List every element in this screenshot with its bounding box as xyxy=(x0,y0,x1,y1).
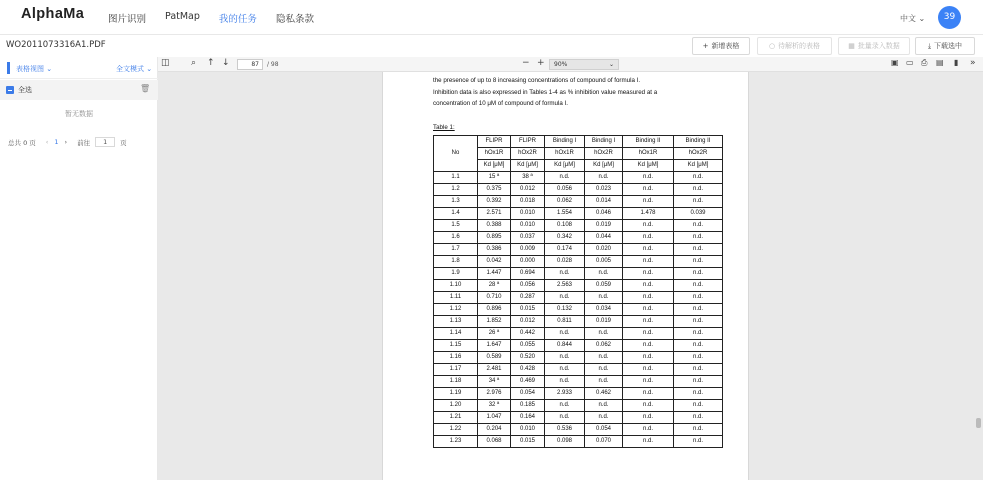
more-tools-icon[interactable]: » xyxy=(970,58,976,68)
table-cell: n.d. xyxy=(585,400,623,412)
table-cell: 0.896 xyxy=(478,304,511,316)
table-cell: 32 ª xyxy=(478,400,511,412)
app-logo[interactable]: AlphaMa xyxy=(21,6,85,22)
table-cell: 0.009 xyxy=(511,244,545,256)
table-cell: 0.811 xyxy=(545,316,585,328)
table-cell: n.d. xyxy=(545,412,585,424)
table-cell: n.d. xyxy=(674,220,723,232)
table-cell: 1.19 xyxy=(434,388,478,400)
table-cell: 0.010 xyxy=(511,220,545,232)
print-icon[interactable]: ⎙ xyxy=(921,58,928,67)
table-cell: n.d. xyxy=(623,184,674,196)
bookmark-icon[interactable]: ▮ xyxy=(954,58,959,67)
table-cell: 0.019 xyxy=(585,316,623,328)
select-all-label: 全选 xyxy=(18,86,32,94)
table-cell: n.d. xyxy=(623,256,674,268)
table-cell: 1.047 xyxy=(478,412,511,424)
table-cell: 1.3 xyxy=(434,196,478,208)
table-cell: 1.2 xyxy=(434,184,478,196)
table-cell: n.d. xyxy=(585,376,623,388)
table-header-cell: hOx1R xyxy=(545,148,585,160)
table-header-row xyxy=(434,136,723,148)
download-label: 下载选中 xyxy=(934,42,963,50)
nav-patmap[interactable]: PatMap xyxy=(165,11,200,22)
table-cell: n.d. xyxy=(674,172,723,184)
page-unit: 页 xyxy=(120,138,127,147)
search-icon: ○ xyxy=(768,42,776,50)
table-cell: 0.520 xyxy=(511,352,545,364)
select-all-row xyxy=(0,80,158,100)
table-cell: n.d. xyxy=(623,424,674,436)
table-cell: n.d. xyxy=(623,244,674,256)
table-cell: 2.563 xyxy=(545,280,585,292)
table-cell: 0.015 xyxy=(511,304,545,316)
page-number-input[interactable]: 87 xyxy=(237,59,263,70)
table-cell: n.d. xyxy=(623,316,674,328)
table-cell: n.d. xyxy=(674,232,723,244)
accent-bar xyxy=(7,62,10,74)
table-cell: n.d. xyxy=(674,436,723,448)
table-row xyxy=(434,208,723,220)
pager-total: 总共 0 页 xyxy=(8,138,36,147)
pending-tables-label: 待解析的表格 xyxy=(778,42,821,50)
table-cell: 1.8 xyxy=(434,256,478,268)
trash-icon[interactable]: 🗑 xyxy=(140,84,151,93)
pending-tables-button[interactable] xyxy=(757,37,832,55)
empty-state: 暂无数据 xyxy=(65,110,93,118)
pdf-toolbar xyxy=(158,57,983,72)
table-cell: 0.055 xyxy=(511,340,545,352)
table-cell: 1.5 xyxy=(434,220,478,232)
table-cell: n.d. xyxy=(674,400,723,412)
file-bar xyxy=(0,35,983,57)
table-cell: 0.462 xyxy=(585,388,623,400)
table-cell: n.d. xyxy=(623,172,674,184)
table-cell: n.d. xyxy=(674,412,723,424)
table-cell: n.d. xyxy=(674,340,723,352)
table-cell: 0.039 xyxy=(674,208,723,220)
table-cell: n.d. xyxy=(585,328,623,340)
table-cell: 0.056 xyxy=(511,280,545,292)
doc-line-2: Inhibition data is also expressed in Tables 1-4 as % inhibition value measured at a xyxy=(433,89,658,96)
table-cell: 0.185 xyxy=(511,400,545,412)
chevron-down-icon: ⌄ xyxy=(146,65,153,73)
next-page-icon[interactable]: › xyxy=(64,138,68,146)
table-cell: 2.976 xyxy=(478,388,511,400)
table-cell: n.d. xyxy=(674,196,723,208)
table-cell: n.d. xyxy=(585,292,623,304)
table-cell: n.d. xyxy=(545,292,585,304)
table-cell: 0.023 xyxy=(585,184,623,196)
table-row xyxy=(434,352,723,364)
table-cell: 1.13 xyxy=(434,316,478,328)
table-cell: n.d. xyxy=(545,352,585,364)
table-row xyxy=(434,316,723,328)
table-cell: 38 ª xyxy=(511,172,545,184)
table-cell: 0.014 xyxy=(585,196,623,208)
zoom-out-icon[interactable]: − xyxy=(522,58,530,68)
table-cell: n.d. xyxy=(545,364,585,376)
table-row xyxy=(434,256,723,268)
table-cell: n.d. xyxy=(674,292,723,304)
download-button[interactable] xyxy=(915,37,975,55)
table-cell: 1.478 xyxy=(623,208,674,220)
table-cell: 1.4 xyxy=(434,208,478,220)
table-cell: 0.005 xyxy=(585,256,623,268)
chevron-down-icon: ⌄ xyxy=(918,14,926,23)
table-cell: n.d. xyxy=(623,376,674,388)
table-row xyxy=(434,292,723,304)
table-cell: 1.15 xyxy=(434,340,478,352)
table-cell: n.d. xyxy=(674,280,723,292)
table-cell: n.d. xyxy=(585,268,623,280)
table-cell: n.d. xyxy=(674,376,723,388)
table-cell: 0.204 xyxy=(478,424,511,436)
search-icon[interactable]: ⌕ xyxy=(191,58,197,68)
table-cell: 0.012 xyxy=(511,184,545,196)
table-cell: n.d. xyxy=(674,328,723,340)
top-bar xyxy=(0,0,983,35)
current-page[interactable]: 1 xyxy=(54,138,59,146)
table-cell: 0.108 xyxy=(545,220,585,232)
table-cell: 0.589 xyxy=(478,352,511,364)
table-cell: n.d. xyxy=(674,256,723,268)
table-row xyxy=(434,244,723,256)
table-view-label: 表格视图 xyxy=(16,65,44,73)
table-icon: ▦ xyxy=(848,42,855,50)
table-cell: n.d. xyxy=(674,304,723,316)
table-cell: n.d. xyxy=(674,424,723,436)
doc-line-3: concentration of 10 μM of compound of formula I. xyxy=(433,100,568,107)
table-cell: n.d. xyxy=(623,436,674,448)
table-cell: 1.554 xyxy=(545,208,585,220)
table-cell: 0.037 xyxy=(511,232,545,244)
table-header-cell: Kd [μM] xyxy=(585,160,623,172)
data-table xyxy=(433,135,723,448)
table-row xyxy=(434,280,723,292)
table-cell: 0.132 xyxy=(545,304,585,316)
table-cell: 1.7 xyxy=(434,244,478,256)
table-row xyxy=(434,328,723,340)
table-cell: 0.028 xyxy=(545,256,585,268)
chevron-down-icon: ⌄ xyxy=(46,65,53,73)
table-cell: 0.174 xyxy=(545,244,585,256)
scrollbar-thumb[interactable] xyxy=(976,418,981,428)
table-cell: 0.054 xyxy=(585,424,623,436)
table-cell: n.d. xyxy=(674,364,723,376)
zoom-value: 90% xyxy=(554,61,568,68)
table-cell: 0.070 xyxy=(585,436,623,448)
table-cell: 0.044 xyxy=(585,232,623,244)
table-cell: 1.6 xyxy=(434,232,478,244)
table-cell: n.d. xyxy=(623,220,674,232)
table-cell: n.d. xyxy=(585,364,623,376)
table-row xyxy=(434,412,723,424)
table-cell: 0.010 xyxy=(511,208,545,220)
table-header-row xyxy=(434,160,723,172)
present-icon[interactable]: ▣ xyxy=(891,58,899,67)
arrow-up-icon[interactable]: ↑ xyxy=(207,58,215,68)
table-cell: 1.1 xyxy=(434,172,478,184)
table-cell: 1.11 xyxy=(434,292,478,304)
table-header-cell: Kd [μM] xyxy=(674,160,723,172)
table-cell: n.d. xyxy=(623,280,674,292)
table-title: Table 1: xyxy=(433,124,455,131)
file-name: WO2011073316A1.PDF xyxy=(6,40,106,50)
table-cell: 1.16 xyxy=(434,352,478,364)
table-cell: 0.392 xyxy=(478,196,511,208)
fulltext-mode-select[interactable] xyxy=(116,64,152,74)
table-cell: 1.10 xyxy=(434,280,478,292)
table-cell: 0.054 xyxy=(511,388,545,400)
table-cell: 0.062 xyxy=(545,196,585,208)
open-file-icon[interactable]: ▭ xyxy=(906,58,914,67)
table-cell: 0.342 xyxy=(545,232,585,244)
table-header xyxy=(434,136,723,172)
table-cell: n.d. xyxy=(545,376,585,388)
table-row xyxy=(434,232,723,244)
doc-line-1: the presence of up to 8 increasing concentrations of compound of formula I. xyxy=(433,77,641,84)
page-total: / 98 xyxy=(267,61,279,68)
table-cell: n.d. xyxy=(674,244,723,256)
table-cell: 1.18 xyxy=(434,376,478,388)
main-nav xyxy=(108,11,333,25)
language-select[interactable] xyxy=(900,13,925,24)
table-row xyxy=(434,304,723,316)
table-cell: n.d. xyxy=(623,304,674,316)
table-cell: 0.012 xyxy=(511,316,545,328)
zoom-in-icon[interactable]: + xyxy=(537,58,545,68)
table-cell: 0.469 xyxy=(511,376,545,388)
table-cell: 0.010 xyxy=(511,424,545,436)
nav-my-tasks[interactable]: 我的任务 xyxy=(218,14,257,25)
table-header-cell: Binding I xyxy=(545,136,585,148)
table-cell: 0.164 xyxy=(511,412,545,424)
language-label: 中文 xyxy=(900,14,916,23)
select-all-checkbox[interactable] xyxy=(6,86,14,94)
table-header-cell: No xyxy=(434,136,478,172)
avatar[interactable]: 39 xyxy=(938,6,961,29)
table-cell: 0.042 xyxy=(478,256,511,268)
table-cell: 0.034 xyxy=(585,304,623,316)
table-cell: 0.710 xyxy=(478,292,511,304)
goto-label: 前往 xyxy=(77,138,91,147)
zoom-select[interactable] xyxy=(549,59,619,70)
table-row xyxy=(434,220,723,232)
table-cell: n.d. xyxy=(585,412,623,424)
table-cell: n.d. xyxy=(674,184,723,196)
table-header-cell: FLIPR xyxy=(478,136,511,148)
table-cell: 1.647 xyxy=(478,340,511,352)
batch-import-button[interactable] xyxy=(838,37,910,55)
table-cell: 1.14 xyxy=(434,328,478,340)
fulltext-mode-label: 全文模式 xyxy=(116,65,144,73)
table-cell: 2.481 xyxy=(478,364,511,376)
table-cell: 0.375 xyxy=(478,184,511,196)
save-icon[interactable]: ▤ xyxy=(936,58,944,67)
table-cell: 0.019 xyxy=(585,220,623,232)
table-header-cell: Binding I xyxy=(585,136,623,148)
table-row xyxy=(434,400,723,412)
table-header-cell: hOx2R xyxy=(674,148,723,160)
table-header-cell: hOx2R xyxy=(511,148,545,160)
table-cell: 0.018 xyxy=(511,196,545,208)
table-cell: 15 ª xyxy=(478,172,511,184)
table-header-cell: Binding II xyxy=(623,136,674,148)
table-cell: n.d. xyxy=(545,400,585,412)
arrow-down-icon[interactable]: ↓ xyxy=(222,58,230,68)
goto-input[interactable]: 1 xyxy=(95,137,115,147)
table-cell: n.d. xyxy=(623,232,674,244)
table-row xyxy=(434,436,723,448)
table-cell: 0.015 xyxy=(511,436,545,448)
table-cell: 2.933 xyxy=(545,388,585,400)
table-cell: 0.056 xyxy=(545,184,585,196)
table-header-cell: Kd [μM] xyxy=(511,160,545,172)
table-cell: 0.694 xyxy=(511,268,545,280)
table-header-cell: Kd [μM] xyxy=(623,160,674,172)
table-cell: 0.388 xyxy=(478,220,511,232)
table-cell: n.d. xyxy=(623,352,674,364)
table-cell: 28 ª xyxy=(478,280,511,292)
table-header-cell: Binding II xyxy=(674,136,723,148)
plus-icon: + xyxy=(702,42,709,50)
table-row xyxy=(434,376,723,388)
table-cell: 0.844 xyxy=(545,340,585,352)
add-table-button[interactable] xyxy=(692,37,750,55)
table-cell: n.d. xyxy=(623,388,674,400)
table-cell: 0.895 xyxy=(478,232,511,244)
table-cell: 26 ª xyxy=(478,328,511,340)
table-cell: n.d. xyxy=(674,352,723,364)
table-row xyxy=(434,340,723,352)
table-cell: 0.428 xyxy=(511,364,545,376)
table-cell: 1.20 xyxy=(434,400,478,412)
table-cell: n.d. xyxy=(545,328,585,340)
pagination xyxy=(8,137,127,147)
table-row xyxy=(434,424,723,436)
nav-image-recognition[interactable]: 图片识别 xyxy=(108,14,147,25)
table-cell: 0.068 xyxy=(478,436,511,448)
table-cell: n.d. xyxy=(674,316,723,328)
table-cell: 0.536 xyxy=(545,424,585,436)
table-header-cell: hOx1R xyxy=(478,148,511,160)
table-cell: 1.12 xyxy=(434,304,478,316)
table-cell: 2.571 xyxy=(478,208,511,220)
table-cell: 1.852 xyxy=(478,316,511,328)
table-cell: 1.9 xyxy=(434,268,478,280)
table-cell: n.d. xyxy=(623,412,674,424)
table-cell: 0.287 xyxy=(511,292,545,304)
table-cell: n.d. xyxy=(545,172,585,184)
table-cell: 1.22 xyxy=(434,424,478,436)
table-cell: 1.17 xyxy=(434,364,478,376)
table-row xyxy=(434,172,723,184)
table-row xyxy=(434,364,723,376)
chevron-down-icon: ⌄ xyxy=(608,61,614,68)
table-header-cell: FLIPR xyxy=(511,136,545,148)
table-row xyxy=(434,268,723,280)
table-row xyxy=(434,184,723,196)
table-row xyxy=(434,196,723,208)
table-header-cell: Kd [μM] xyxy=(478,160,511,172)
table-cell: n.d. xyxy=(674,268,723,280)
table-cell: 1.447 xyxy=(478,268,511,280)
table-cell: n.d. xyxy=(585,352,623,364)
table-cell: n.d. xyxy=(545,268,585,280)
table-cell: n.d. xyxy=(623,292,674,304)
table-cell: n.d. xyxy=(623,268,674,280)
table-body xyxy=(434,172,723,448)
table-row xyxy=(434,388,723,400)
sidebar xyxy=(0,57,158,480)
table-cell: 0.059 xyxy=(585,280,623,292)
table-header-row xyxy=(434,148,723,160)
table-cell: n.d. xyxy=(623,328,674,340)
sidebar-header xyxy=(0,57,158,79)
table-cell: 0.386 xyxy=(478,244,511,256)
table-header-cell: hOx1R xyxy=(623,148,674,160)
table-view-select[interactable] xyxy=(16,64,52,74)
table-header-cell: hOx2R xyxy=(585,148,623,160)
table-cell: 0.000 xyxy=(511,256,545,268)
table-cell: 1.21 xyxy=(434,412,478,424)
table-cell: n.d. xyxy=(623,364,674,376)
table-cell: n.d. xyxy=(623,340,674,352)
table-cell: 0.098 xyxy=(545,436,585,448)
table-cell: n.d. xyxy=(674,388,723,400)
download-icon: ⤓ xyxy=(927,41,932,50)
table-cell: 0.442 xyxy=(511,328,545,340)
batch-import-label: 批量录入数据 xyxy=(857,42,900,50)
table-cell: 0.046 xyxy=(585,208,623,220)
nav-privacy[interactable]: 隐私条款 xyxy=(275,14,314,25)
table-cell: 34 ª xyxy=(478,376,511,388)
prev-page-icon[interactable]: ‹ xyxy=(45,138,49,146)
table-header-cell: Kd [μM] xyxy=(545,160,585,172)
table-cell: n.d. xyxy=(585,172,623,184)
add-table-label: 新增表格 xyxy=(711,42,740,50)
table-cell: n.d. xyxy=(623,196,674,208)
table-cell: 1.23 xyxy=(434,436,478,448)
table-cell: 0.062 xyxy=(585,340,623,352)
table-cell: n.d. xyxy=(623,400,674,412)
table-cell: 0.020 xyxy=(585,244,623,256)
sidebar-toggle-icon[interactable]: ◫ xyxy=(161,58,170,68)
